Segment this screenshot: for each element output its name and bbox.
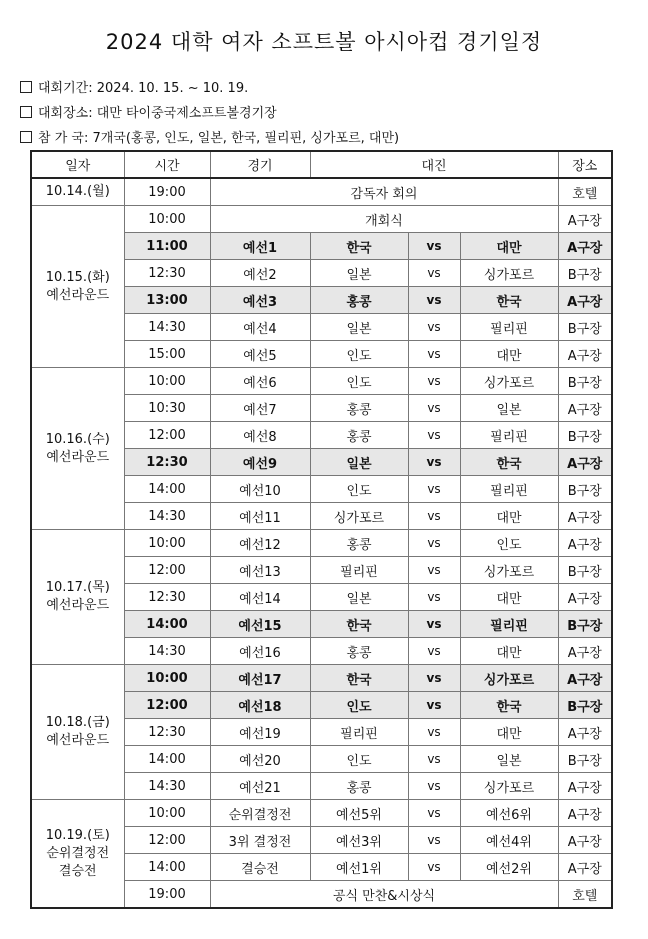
event-cell: 감독자 회의 <box>210 178 558 206</box>
venue-cell: A구장 <box>558 719 612 746</box>
game-cell: 예선8 <box>210 422 310 449</box>
team2-cell: 일본 <box>460 746 558 773</box>
team2-cell: 일본 <box>460 395 558 422</box>
game-cell: 예선3 <box>210 287 310 314</box>
vs-cell: vs <box>408 557 460 584</box>
venue-cell: B구장 <box>558 746 612 773</box>
time-cell: 14:30 <box>124 503 210 530</box>
team2-cell: 예선4위 <box>460 827 558 854</box>
venue-cell: A구장 <box>558 638 612 665</box>
team2-cell: 대만 <box>460 584 558 611</box>
time-cell: 14:00 <box>124 611 210 638</box>
date-cell <box>31 800 124 909</box>
header-time: 시간 <box>124 151 210 178</box>
game-cell: 예선20 <box>210 746 310 773</box>
game-cell: 예선14 <box>210 584 310 611</box>
info-label: 대회장소 <box>38 106 89 121</box>
time-cell: 12:00 <box>124 827 210 854</box>
venue-cell: A구장 <box>558 584 612 611</box>
vs-cell: vs <box>408 341 460 368</box>
game-cell: 3위 결정전 <box>210 827 310 854</box>
vs-cell: vs <box>408 854 460 881</box>
vs-cell: vs <box>408 422 460 449</box>
game-cell: 예선18 <box>210 692 310 719</box>
vs-cell: vs <box>408 476 460 503</box>
time-cell: 14:30 <box>124 638 210 665</box>
game-cell: 예선1 <box>210 233 310 260</box>
venue-cell: B구장 <box>558 611 612 638</box>
vs-cell: vs <box>408 530 460 557</box>
venue-cell: B구장 <box>558 368 612 395</box>
checkbox-square-icon <box>20 131 32 143</box>
game-cell: 예선15 <box>210 611 310 638</box>
table-row <box>31 178 612 206</box>
team1-cell: 한국 <box>310 233 408 260</box>
vs-cell: vs <box>408 395 460 422</box>
vs-cell: vs <box>408 665 460 692</box>
time-cell: 14:30 <box>124 773 210 800</box>
venue-cell: A구장 <box>558 287 612 314</box>
table-header-row <box>31 151 612 178</box>
info-countries <box>20 127 399 146</box>
vs-cell: vs <box>408 449 460 476</box>
team2-cell: 한국 <box>460 692 558 719</box>
date-cell <box>31 530 124 665</box>
time-cell: 19:00 <box>124 881 210 909</box>
time-cell: 12:30 <box>124 260 210 287</box>
date-cell <box>31 665 124 800</box>
date-line: 예선라운드 <box>46 287 110 303</box>
date-line: 10.18.(금) <box>45 715 110 730</box>
game-cell: 예선11 <box>210 503 310 530</box>
date-line: 순위결정전 <box>46 845 110 861</box>
vs-cell: vs <box>408 746 460 773</box>
team2-cell: 싱가포르 <box>460 368 558 395</box>
table-row <box>31 530 612 557</box>
info-label: 참 가 국 <box>38 131 84 146</box>
game-cell: 예선13 <box>210 557 310 584</box>
venue-cell: 호텔 <box>558 178 612 206</box>
vs-cell: vs <box>408 584 460 611</box>
info-period <box>20 77 248 96</box>
venue-cell: A구장 <box>558 530 612 557</box>
vs-cell: vs <box>408 800 460 827</box>
table-row <box>31 368 612 395</box>
header-match: 대진 <box>310 151 558 178</box>
team1-cell: 홍콩 <box>310 638 408 665</box>
team1-cell: 예선3위 <box>310 827 408 854</box>
vs-cell: vs <box>408 638 460 665</box>
date-cell <box>31 178 124 206</box>
team2-cell: 예선2위 <box>460 854 558 881</box>
schedule-table <box>30 150 613 909</box>
date-line: 예선라운드 <box>46 598 110 613</box>
date-line: 10.19.(토) <box>45 827 110 843</box>
header-game: 경기 <box>210 151 310 178</box>
game-cell: 예선17 <box>210 665 310 692</box>
team1-cell: 일본 <box>310 449 408 476</box>
time-cell: 10:00 <box>124 800 210 827</box>
team1-cell: 한국 <box>310 611 408 638</box>
date-cell <box>31 368 124 530</box>
vs-cell: vs <box>408 503 460 530</box>
team2-cell: 대만 <box>460 719 558 746</box>
time-cell: 12:30 <box>124 584 210 611</box>
team2-cell: 필리핀 <box>460 611 558 638</box>
team2-cell: 대만 <box>460 233 558 260</box>
vs-cell: vs <box>408 314 460 341</box>
game-cell: 예선12 <box>210 530 310 557</box>
venue-cell: B구장 <box>558 692 612 719</box>
venue-cell: B구장 <box>558 260 612 287</box>
info-sep: : <box>88 106 97 121</box>
team1-cell: 인도 <box>310 692 408 719</box>
info-sep: : <box>88 81 97 96</box>
game-cell: 예선4 <box>210 314 310 341</box>
vs-cell: vs <box>408 773 460 800</box>
venue-cell: B구장 <box>558 422 612 449</box>
info-sep: : <box>83 131 93 146</box>
team2-cell: 대만 <box>460 638 558 665</box>
team1-cell: 인도 <box>310 341 408 368</box>
time-cell: 11:00 <box>124 233 210 260</box>
vs-cell: vs <box>408 692 460 719</box>
venue-cell: A구장 <box>558 341 612 368</box>
table-row <box>31 206 612 233</box>
team1-cell: 일본 <box>310 260 408 287</box>
time-cell: 12:30 <box>124 719 210 746</box>
venue-cell: B구장 <box>558 314 612 341</box>
team1-cell: 인도 <box>310 746 408 773</box>
time-cell: 12:00 <box>124 422 210 449</box>
header-venue: 장소 <box>558 151 612 178</box>
venue-cell: A구장 <box>558 503 612 530</box>
team2-cell: 대만 <box>460 503 558 530</box>
date-line: 결승전 <box>58 863 97 879</box>
team1-cell: 홍콩 <box>310 287 408 314</box>
time-cell: 12:30 <box>124 449 210 476</box>
date-line: 예선라운드 <box>46 733 110 748</box>
info-label: 대회기간 <box>38 81 89 96</box>
time-cell: 12:00 <box>124 557 210 584</box>
game-cell: 예선2 <box>210 260 310 287</box>
team1-cell: 인도 <box>310 368 408 395</box>
venue-cell: B구장 <box>558 476 612 503</box>
time-cell: 14:00 <box>124 476 210 503</box>
game-cell: 예선16 <box>210 638 310 665</box>
date-cell <box>31 206 124 368</box>
info-value: 2024. 10. 15. ~ 10. 19. <box>96 81 249 96</box>
team2-cell: 예선6위 <box>460 800 558 827</box>
info-venue <box>20 102 277 121</box>
page-title: 2024 대학 여자 소프트볼 아시아컵 경기일정 <box>105 30 543 54</box>
date-line: 10.17.(목) <box>45 580 110 595</box>
venue-cell: A구장 <box>558 854 612 881</box>
game-cell: 예선19 <box>210 719 310 746</box>
team2-cell: 인도 <box>460 530 558 557</box>
table-row <box>31 665 612 692</box>
team1-cell: 인도 <box>310 476 408 503</box>
team2-cell: 한국 <box>460 449 558 476</box>
game-cell: 예선5 <box>210 341 310 368</box>
team1-cell: 일본 <box>310 314 408 341</box>
schedule-body <box>31 178 612 908</box>
date-line: 10.16.(수) <box>45 431 110 447</box>
date-line: 10.15.(화) <box>45 269 110 285</box>
venue-cell: A구장 <box>558 800 612 827</box>
time-cell: 10:00 <box>124 665 210 692</box>
venue-cell: A구장 <box>558 665 612 692</box>
vs-cell: vs <box>408 368 460 395</box>
team1-cell: 홍콩 <box>310 395 408 422</box>
venue-cell: 호텔 <box>558 881 612 909</box>
time-cell: 13:00 <box>124 287 210 314</box>
venue-cell: A구장 <box>558 449 612 476</box>
vs-cell: vs <box>408 233 460 260</box>
venue-cell: A구장 <box>558 206 612 233</box>
event-cell: 개회식 <box>210 206 558 233</box>
vs-cell: vs <box>408 827 460 854</box>
event-cell: 공식 만찬&시상식 <box>210 881 558 909</box>
team2-cell: 한국 <box>460 287 558 314</box>
game-cell: 예선7 <box>210 395 310 422</box>
game-cell: 예선21 <box>210 773 310 800</box>
team2-cell: 싱가포르 <box>460 773 558 800</box>
time-cell: 14:00 <box>124 854 210 881</box>
time-cell: 10:00 <box>124 206 210 233</box>
team1-cell: 일본 <box>310 584 408 611</box>
game-cell: 예선9 <box>210 449 310 476</box>
game-cell: 예선6 <box>210 368 310 395</box>
team2-cell: 싱가포르 <box>460 557 558 584</box>
venue-cell: A구장 <box>558 827 612 854</box>
team2-cell: 싱가포르 <box>460 665 558 692</box>
game-cell: 순위결정전 <box>210 800 310 827</box>
checkbox-square-icon <box>20 106 32 118</box>
team2-cell: 필리핀 <box>460 314 558 341</box>
time-cell: 10:00 <box>124 368 210 395</box>
team2-cell: 싱가포르 <box>460 260 558 287</box>
time-cell: 15:00 <box>124 341 210 368</box>
header-date: 일자 <box>31 151 124 178</box>
table-row <box>31 800 612 827</box>
team1-cell: 필리핀 <box>310 719 408 746</box>
time-cell: 19:00 <box>124 178 210 206</box>
info-value: 7개국(홍콩, 인도, 일본, 한국, 필리핀, 싱가포르, 대만) <box>92 131 400 146</box>
venue-cell: A구장 <box>558 233 612 260</box>
time-cell: 14:00 <box>124 746 210 773</box>
date-line: 예선라운드 <box>46 449 110 465</box>
vs-cell: vs <box>408 611 460 638</box>
info-value: 대만 타이중국제소프트볼경기장 <box>96 106 277 121</box>
game-cell: 예선10 <box>210 476 310 503</box>
team1-cell: 예선1위 <box>310 854 408 881</box>
game-cell: 결승전 <box>210 854 310 881</box>
time-cell: 10:30 <box>124 395 210 422</box>
team1-cell: 홍콩 <box>310 773 408 800</box>
vs-cell: vs <box>408 719 460 746</box>
time-cell: 12:00 <box>124 692 210 719</box>
checkbox-square-icon <box>20 81 32 93</box>
venue-cell: B구장 <box>558 557 612 584</box>
time-cell: 14:30 <box>124 314 210 341</box>
team1-cell: 싱가포르 <box>310 503 408 530</box>
time-cell: 10:00 <box>124 530 210 557</box>
vs-cell: vs <box>408 287 460 314</box>
team1-cell: 예선5위 <box>310 800 408 827</box>
team1-cell: 필리핀 <box>310 557 408 584</box>
team2-cell: 필리핀 <box>460 476 558 503</box>
team1-cell: 홍콩 <box>310 422 408 449</box>
team1-cell: 홍콩 <box>310 530 408 557</box>
date-line: 10.14.(월) <box>45 184 110 199</box>
venue-cell: A구장 <box>558 773 612 800</box>
venue-cell: A구장 <box>558 395 612 422</box>
team1-cell: 한국 <box>310 665 408 692</box>
vs-cell: vs <box>408 260 460 287</box>
team2-cell: 대만 <box>460 341 558 368</box>
team2-cell: 필리핀 <box>460 422 558 449</box>
